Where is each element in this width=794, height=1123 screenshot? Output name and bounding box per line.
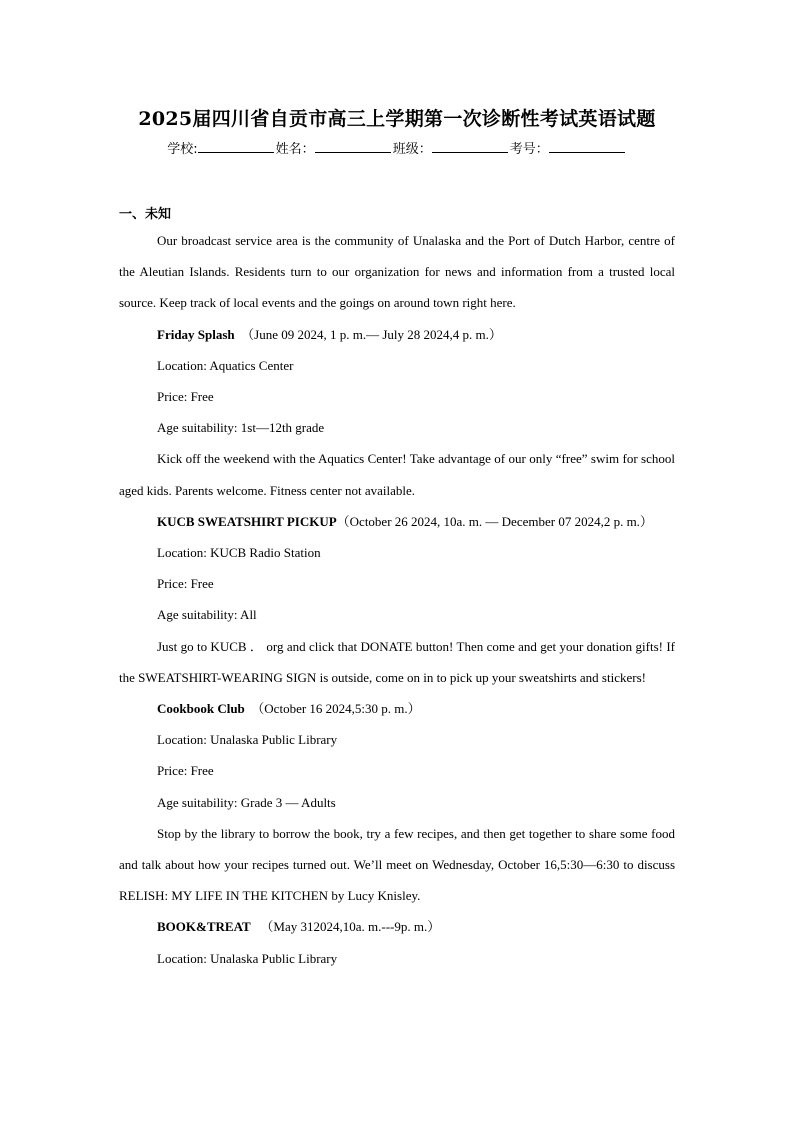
- event-heading: [119, 506, 675, 537]
- event-price: Price: Free: [157, 576, 214, 592]
- intro-paragraph: Our broadcast service area is the community of Unalaska and the Port of Dutch Harbor, centre of the Aleutian Islands. Residents turn to our organization for news and information from a trusted local source. Keep track of local events and the goings on around town right here.: [119, 233, 675, 311]
- event-name: KUCB SWEATSHIRT PICKUP: [157, 513, 337, 529]
- document-title: 2025届四川省自贡市高三上学期第一次诊断性考试英语试题: [138, 108, 656, 130]
- event-name: BOOK&TREAT: [157, 919, 251, 935]
- event-heading: [119, 911, 675, 942]
- event-location: Location: Aquatics Center: [157, 357, 294, 373]
- event-price: Price: Free: [157, 763, 214, 779]
- section-heading: 一、未知: [119, 207, 172, 222]
- event-time: （May 312024,10a. m.---9p. m.）: [260, 919, 441, 935]
- student-info-line: [0, 138, 794, 157]
- event-age: Age suitability: Grade 3 — Adults: [157, 794, 336, 810]
- event-age: Age suitability: All: [157, 607, 257, 623]
- event-price: Price: Free: [157, 389, 214, 405]
- number-label: 考号：: [509, 142, 549, 157]
- event-location: Location: Unalaska Public Library: [157, 950, 338, 966]
- class-blank[interactable]: [432, 140, 508, 153]
- school-label: 学校:: [167, 142, 198, 157]
- class-label: 班级：: [392, 142, 432, 157]
- name-blank[interactable]: [315, 140, 391, 153]
- name-label: 姓名：: [275, 142, 315, 157]
- event-age: Age suitability: 1st—12th grade: [157, 420, 325, 436]
- event-location: Location: Unalaska Public Library: [157, 732, 338, 748]
- event-description: Just go to KUCB ． org and click that DONATE button! Then come and get your donation gifts! If the SWEATSHIRT-WEARING SIGN is outside, come on in to pick up your sweatshirts and stickers!: [119, 638, 675, 685]
- passage: [119, 225, 675, 974]
- event-location: Location: KUCB Radio Station: [157, 545, 321, 561]
- event-name: Cookbook Club: [157, 701, 245, 717]
- event-time: （October 16 2024,5:30 p. m.）: [251, 701, 421, 717]
- event-time: （June 09 2024, 1 p. m.— July 28 2024,4 p. m.）: [241, 326, 502, 342]
- event-heading: [119, 693, 675, 724]
- number-blank[interactable]: [549, 140, 625, 153]
- event-name: Friday Splash: [157, 326, 235, 342]
- school-blank[interactable]: [198, 140, 274, 153]
- event-description: Stop by the library to borrow the book, try a few recipes, and then get together to share some food and talk about how your recipes turned out. We’ll meet on Wednesday, October 16,5:30—6:30 to discuss RELISH: MY LIFE IN THE KITCHEN by Lucy Knisley.: [119, 825, 675, 904]
- event-heading: [119, 319, 675, 350]
- event-time: （October 26 2024, 10a. m. — December 07 2024,2 p. m.）: [336, 513, 653, 529]
- event-description: Kick off the weekend with the Aquatics Center! Take advantage of our only “free” swim for school aged kids. Parents welcome. Fitness center not available.: [119, 451, 675, 498]
